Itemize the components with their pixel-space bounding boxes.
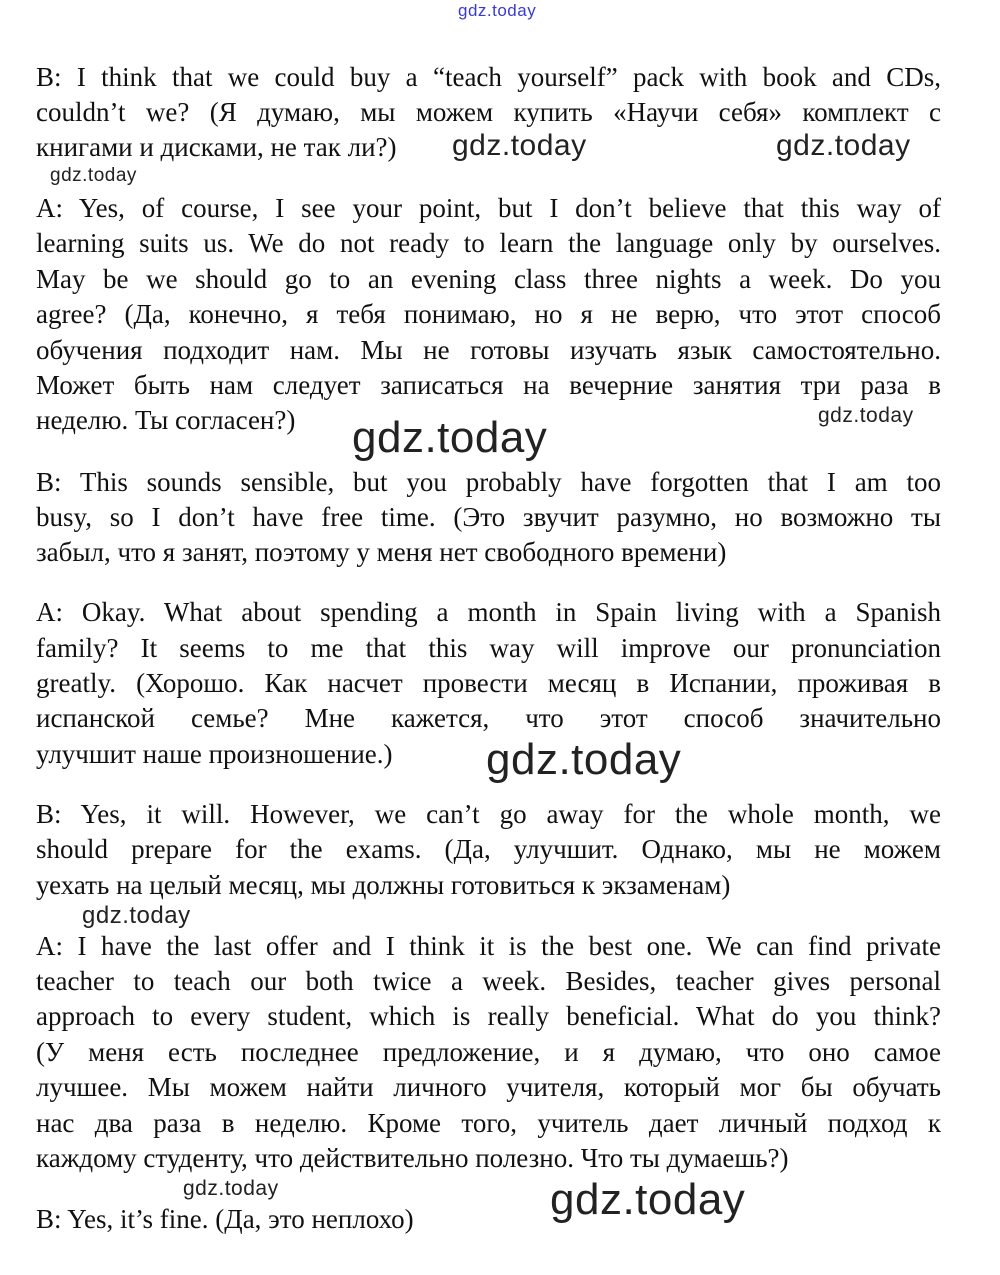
text-line: B: Yes, it will. However, we can’t go away for the whole month, we (36, 799, 941, 829)
watermark: gdz.today (183, 1177, 279, 1200)
watermark-top: gdz.today (458, 1, 537, 20)
text-line: забыл, что я занят, поэтому у меня нет свободного времени) (36, 537, 727, 567)
text-line: лучшее. Мы можем найти личного учителя, который мог бы обучать (36, 1072, 941, 1102)
text-line: улучшит наше произношение.) (36, 739, 393, 769)
watermark: gdz.today (550, 1175, 746, 1224)
watermark: gdz.today (50, 165, 137, 186)
text-line: learning suits us. We do not ready to learn the language only by ourselves. (36, 228, 941, 258)
text-line: family? It seems to me that this way will improve our pronunciation (36, 633, 941, 663)
watermark: gdz.today (352, 413, 548, 462)
text-line: A: I have the last offer and I think it is the best one. We can find private (36, 931, 941, 961)
text-line: A: Yes, of course, I see your point, but I don’t believe that this way of (36, 193, 941, 223)
text-line: approach to every student, which is really beneficial. What do you think? (36, 1001, 941, 1031)
text-line: Может быть нам следует записаться на вечерние занятия три раза в (36, 370, 941, 400)
watermark: gdz.today (818, 404, 914, 427)
text-line: couldn’t we? (Я думаю, мы можем купить «Научи себя» комплект с (36, 97, 941, 127)
text-line: (У меня есть последнее предложение, и я думаю, что оно самое (36, 1037, 941, 1067)
text-line: обучения подходит нам. Мы не готовы изучать язык самостоятельно. (36, 335, 941, 365)
text-line: каждому студенту, что действительно полезно. Что ты думаешь?) (36, 1143, 789, 1173)
text-line: A: Okay. What about spending a month in Spain living with a Spanish (36, 597, 941, 627)
text-line: нас два раза в неделю. Кроме того, учитель дает личный подход к (36, 1108, 941, 1138)
watermark: gdz.today (82, 902, 191, 929)
text-line: B: I think that we could buy a “teach yourself” pack with book and CDs, (36, 62, 941, 92)
text-line: книгами и дисками, не так ли?) (36, 132, 397, 162)
text-line: greatly. (Хорошо. Как насчет провести месяц в Испании, проживая в (36, 668, 941, 698)
text-line: испанской семье? Мне кажется, что этот способ значительно (36, 703, 941, 733)
text-line: teacher to teach our both twice a week. Besides, teacher gives personal (36, 966, 941, 996)
text-line: B: This sounds sensible, but you probably have forgotten that I am too (36, 467, 941, 497)
text-line: уехать на целый месяц, мы должны готовиться к экзаменам) (36, 870, 731, 900)
text-line: May be we should go to an evening class three nights a week. Do you (36, 264, 941, 294)
text-line: B: Yes, it’s fine. (Да, это неплохо) (36, 1204, 414, 1234)
watermark: gdz.today (452, 129, 587, 162)
text-line: should prepare for the exams. (Да, улучшит. Однако, мы не можем (36, 834, 941, 864)
text-line: agree? (Да, конечно, я тебя понимаю, но я не верю, что этот способ (36, 299, 941, 329)
text-line: неделю. Ты согласен?) (36, 405, 296, 435)
watermark: gdz.today (486, 735, 682, 784)
text-line: busy, so I don’t have free time. (Это звучит разумно, но возможно ты (36, 502, 941, 532)
watermark: gdz.today (776, 129, 911, 162)
